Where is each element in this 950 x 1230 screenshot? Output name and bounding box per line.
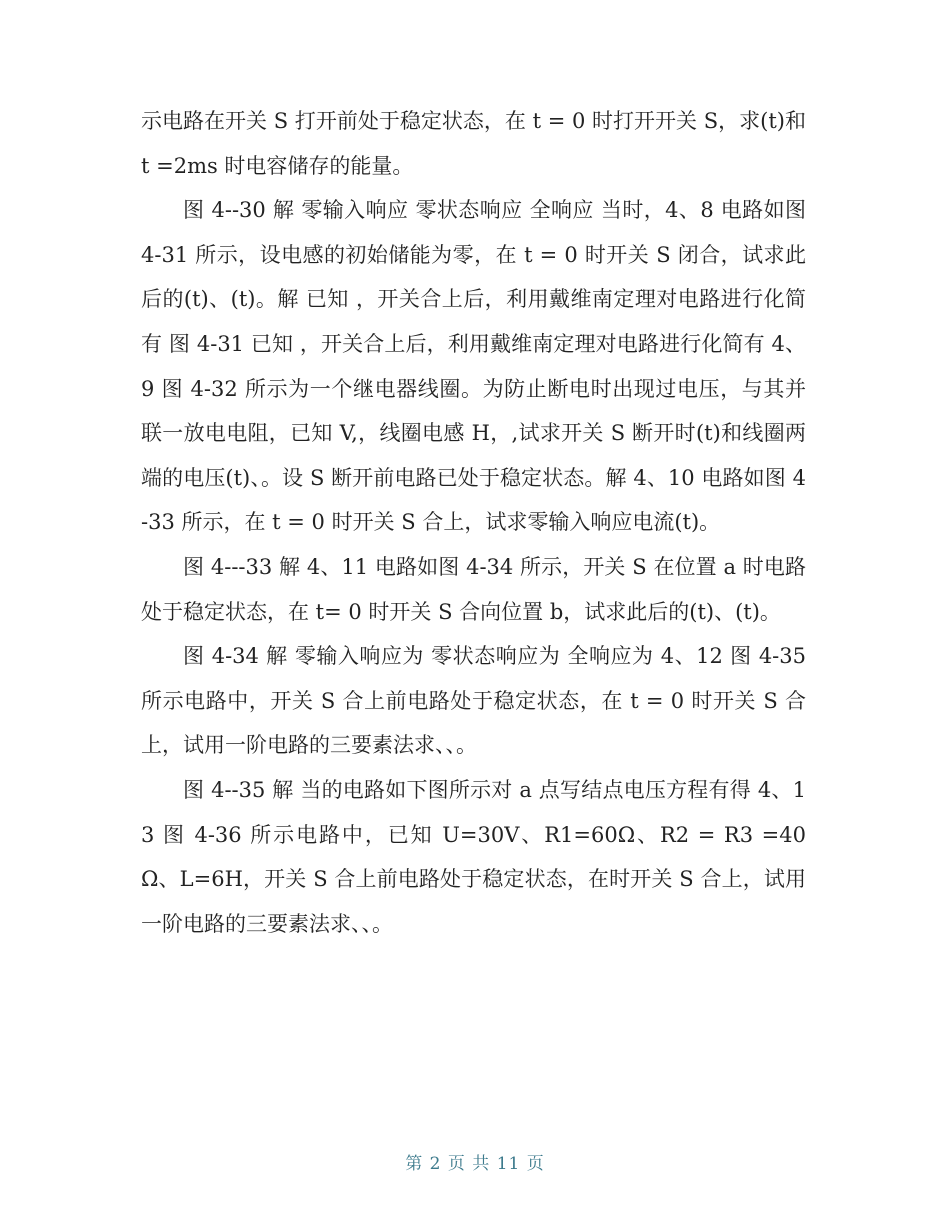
- paragraph-3: 图 4---33 解 4、11 电路如图 4-34 所示，开关 S 在位置 a 时电路处于稳定状态，在 t= 0 时开关 S 合向位置 b，试求此后的(t)、(t)。: [141, 554, 806, 624]
- page-number-footer: 第 2 页 共 11 页: [405, 1154, 545, 1174]
- paragraph-1: 示电路在开关 S 打开前处于稳定状态，在 t = 0 时打开开关 S，求(t)和 t =2ms 时电容储存的能量。: [141, 109, 806, 178]
- paragraph-2: 图 4--30 解 零输入响应 零状态响应 全响应 当时，4、8 电路如图 4-31 所示，设电感的初始储能为零，在 t = 0 时开关 S 闭合，试求此后的(t)、(t)。解 已知 ，开关合上后，利用戴维南定理对电路进行化简有 图 4-31 已知 ，开关合上后，利用戴维南定理对电路进行化简有 4、9 图 4-32 所示为一个继电器线圈。为防止断电时出现过电压，与其并联一放电电阻，已知 V,，线圈电感 H，,试求开关 S 断开时(t)和线圈两端的电压(t)、。设 S 断开前电路已处于稳定状态。解 4、10 电路如图 4-33 所示，在 t = 0 时开关 S 合上，试求零输入响应电流(t)。: [141, 198, 806, 535]
- paragraph-5: 图 4--35 解 当的电路如下图所示对 a 点写结点电压方程有得 4、13 图 4-36 所示电路中，已知 U=30V、R1=60Ω、R2 = R3 =40Ω、L=6H，开关 S 合上前电路处于稳定状态，在时开关 S 合上，试用一阶电路的三要素法求、、。: [141, 777, 806, 936]
- document-body: [141, 99, 806, 946]
- paragraph-4: 图 4-34 解 零输入响应为 零状态响应为 全响应为 4、12 图 4-35 所示电路中，开关 S 合上前电路处于稳定状态，在 t = 0 时开关 S 合上，试用一阶电路的三要素法求、、。: [141, 644, 806, 758]
